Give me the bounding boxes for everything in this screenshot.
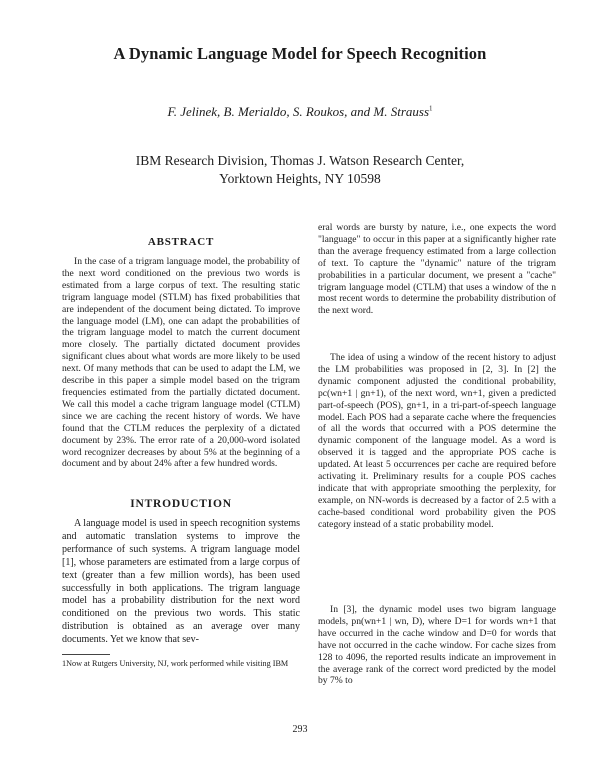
body-paragraph: eral words are bursty by nature, i.e., one expects the word "language" to occur in this paper at a significantly higher rate than the average frequency estimated from a large collection of text. To capture the "dynamic" nature of the trigram probabilities in a particular document, we present a "cache" trigram language model (CTLM) that uses a window of the n most recent words to determine the probability distribution of the next word. [318, 222, 556, 317]
abstract-heading: ABSTRACT [147, 236, 215, 248]
page-number: 293 [292, 724, 308, 735]
body-paragraph: The idea of using a window of the recent history to adjust the LM probabilities was proposed in [2, 3]. In [2] the dynamic component adjusted the conditional probability, pc(wn+1 | gn+1), of the next word, wn+1, given a predicted part-of-speech (POS), gn+1, in a tri-part-of-speech language model. Each POS had a separate cache where the frequencies of all the words that occurred with a POS determine the dynamic component of the language model. As a word is observed it is tagged and the appropriate POS cache is updated. At least 5 occurrences per cache are required before activating it. Preliminary results for a couple POS caches indicate that with appropriate smoothing the perplexity, for example, on NN-words is decreased by a factor of 2.5 with a cache-based conditional word probability given the POS category instead of a static probability model. [318, 352, 556, 530]
right-column-paragraph-1 [318, 222, 556, 317]
affiliation-line-1: IBM Research Division, Thomas J. Watson Research Center, [135, 153, 465, 168]
introduction-paragraph: A language model is used in speech recognition systems and automatic translation systems to improve the performance of such systems. A trigram language model [1], whose parameters are estimated from a large corpus of text (greater than a few million words), has been used successfully in both applications. The trigram language model has a probability distribution for the next word conditioned on the previous two words. This static distribution is obtained as an average over many documents. Yet we know that sev- [62, 518, 300, 646]
author-names: F. Jelinek, B. Merialdo, S. Roukos, and M. Strauss [167, 104, 430, 119]
abstract-body [62, 256, 300, 470]
paper-title: A Dynamic Language Model for Speech Recognition [113, 44, 487, 63]
affiliation [0, 152, 600, 188]
introduction-body [62, 518, 300, 647]
body-paragraph: In [3], the dynamic model uses two bigram language models, pn(wn+1 | wn, D), where D=1 for words wn+1 that have occurred in the cache window and D=0 for words that have not occurred in the cache window. For cache sizes from 128 to 4096, the reported results indicate an improvement in the average rank of the correct word predicted by the model by 7% to [318, 604, 556, 687]
right-column-paragraph-3 [318, 604, 556, 687]
right-column-paragraph-2 [318, 352, 556, 531]
introduction-heading: INTRODUCTION [130, 498, 232, 510]
footnote-divider [62, 654, 110, 655]
author-list [0, 104, 600, 120]
author-footnote-mark: 1 [429, 104, 433, 113]
footnote: 1Now at Rutgers University, NJ, work performed while visiting IBM [62, 659, 289, 668]
affiliation-line-2: Yorktown Heights, NY 10598 [219, 171, 381, 186]
abstract-paragraph: In the case of a trigram language model, the probability of the next word conditioned on the previous two words is estimated from a large corpus of text. The resulting static trigram language model (STLM) has fixed probabilities that are independent of the document being dictated. To improve the language model (LM), one can adapt the probabilities of the trigram language model to match the current document more closely. The partially dictated document provides significant clues about what words are more likely to be used next. Of many methods that can be used to adapt the LM, we describe in this paper a simple model based on the trigram frequencies estimated from the partially dictated document. We call this model a cache trigram language model (CTLM) since we are caching the recent history of words. We have found that the CTLM reduces the perplexity of a dictated document by 23%. The error rate of a 20,000-word isolated word recognizer decreases by about 5% at the beginning of a document and by about 24% after a few hundred words. [62, 256, 300, 470]
